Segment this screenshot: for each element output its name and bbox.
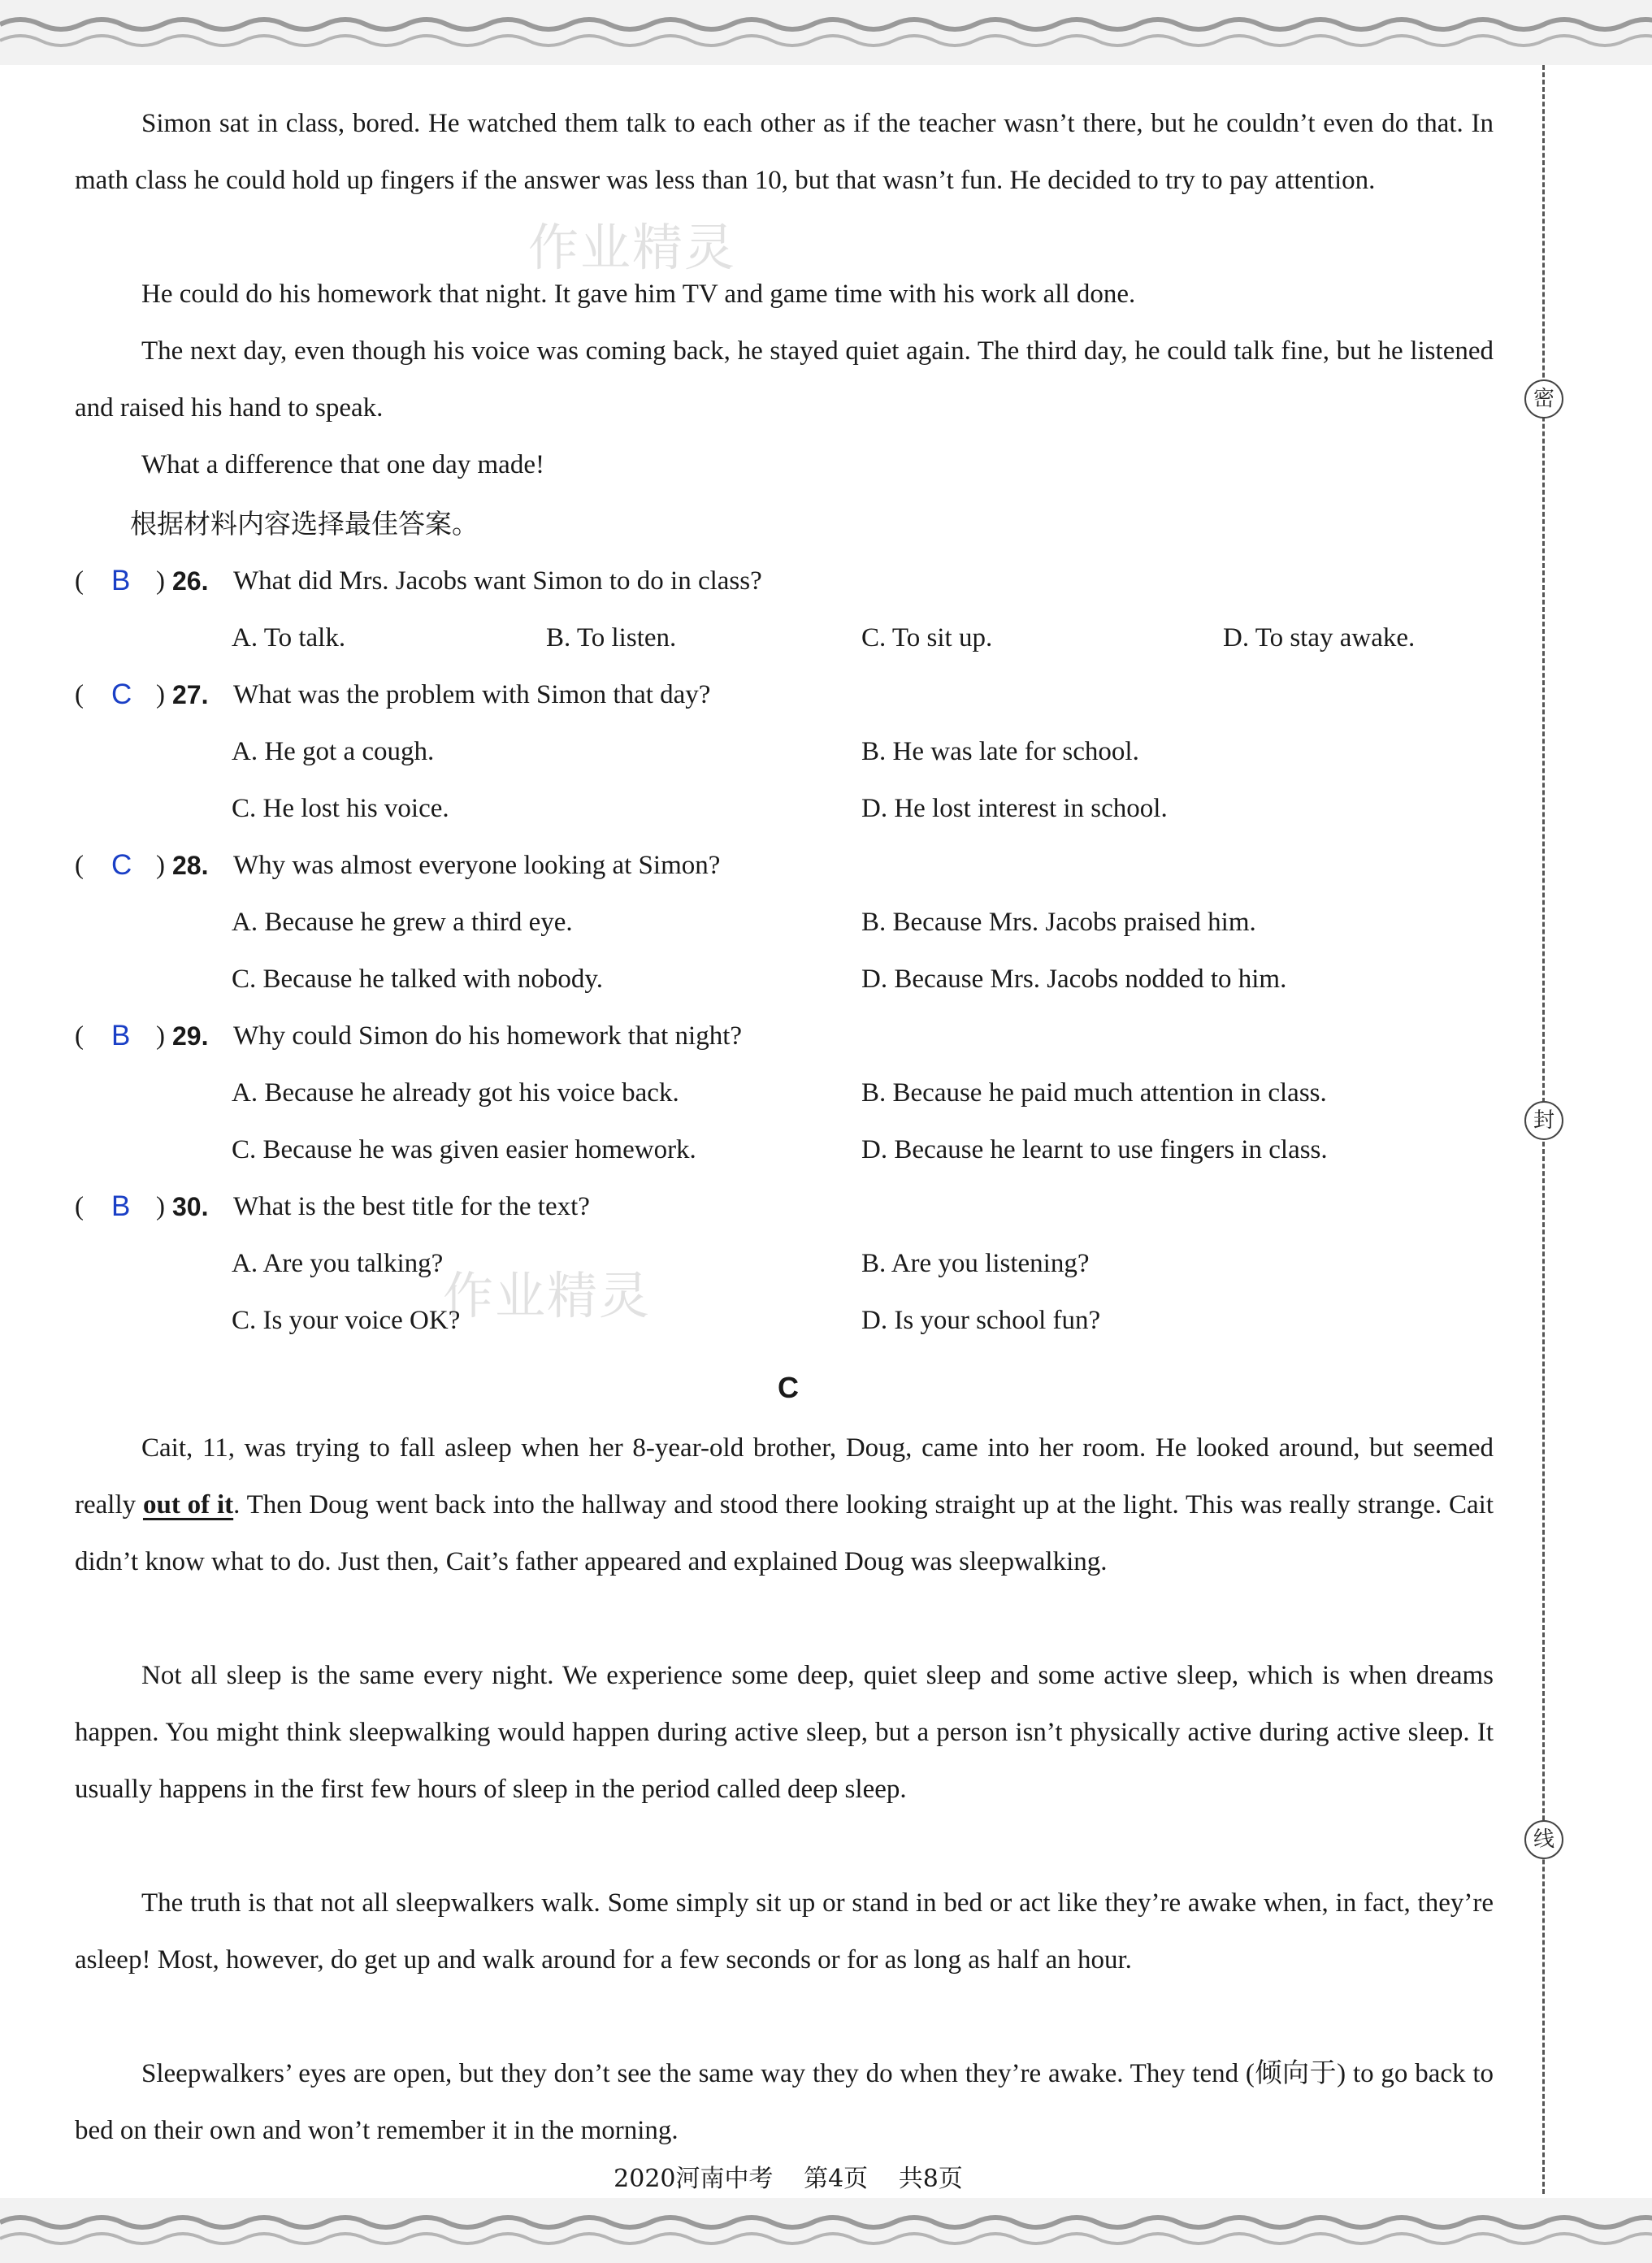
passage-c-paragraph-2: Not all sleep is the same every night. We experience some deep, quiet sleep and some active sleep, which is when dreams happen. You might think sleepwalking would happen during active sleep, but a person isn’t physically active during active sleep. It usually happens in the first few hours of sleep in the period called deep sleep. [75,1661,1494,1804]
top-wave-border [0,0,1652,65]
watermark: 作业精灵 [528,218,737,277]
answer-bracket-close: ) [156,680,165,709]
passage-c-paragraph-1 [75,1420,1494,1590]
option-b: B. To listen. [546,623,677,652]
question-number: 30. [172,1192,209,1221]
answer-bracket-open: ( [75,680,84,709]
passage-b-paragraph-4: What a difference that one day made! [141,450,544,479]
option-a: A. He got a cough. [232,737,435,766]
option-c: C. Because he was given easier homework. [232,1135,696,1164]
footer-exam-name: 2020河南中考 [614,2165,774,2193]
question-text: Why could Simon do his homework that night? [233,1021,743,1051]
answer-bracket-open: ( [75,1021,84,1051]
watermark: 作业精灵 [443,1266,652,1325]
answer-mark: B [111,565,131,596]
option-b: B. Because Mrs. Jacobs praised him. [861,908,1256,937]
answer-bracket-close: ) [156,1021,165,1051]
option-b: B. Are you listening? [861,1249,1090,1278]
binding-mark-line: 线 [1524,1820,1563,1859]
question-text: What was the problem with Simon that day? [233,680,711,709]
answer-mark: B [111,1020,131,1051]
question-number: 28. [172,851,209,880]
answer-bracket-open: ( [75,566,84,596]
question-text: What did Mrs. Jacobs want Simon to do in class? [233,566,762,596]
paragraph-text: . Then Doug went back into the hallway and stood there looking straight up at the light. This was really strange. Cait didn’t know what to do. Just then, Cait’s father appeared and explained Doug was sleepwalking. [75,1490,1494,1576]
answer-mark: C [111,849,132,881]
answer-bracket-open: ( [75,1192,84,1221]
passage-c-paragraph-3: The truth is that not all sleepwalkers walk. Some simply sit up or stand in bed or act like they’re awake when, in fact, they’re asleep! Most, however, do get up and walk around for a few seconds or for as long as half an hour. [75,1888,1494,1975]
answer-bracket-close: ) [156,851,165,880]
passage-b-paragraph-1: Simon sat in class, bored. He watched them talk to each other as if the teacher wasn’t there, but he couldn’t even do that. In math class he could hold up fingers if the answer was less than 10, but that wasn’t fun. He decided to try to pay attention. [75,109,1494,195]
footer-total-pages: 共8页 [898,2165,963,2193]
option-c: C. To sit up. [861,623,993,652]
question-text: What is the best title for the text? [233,1192,590,1221]
page-footer [0,2163,1576,2196]
option-c: C. He lost his voice. [232,794,449,823]
option-c: C. Because he talked with nobody. [232,965,604,994]
answer-bracket-open: ( [75,851,84,880]
option-d: D. Because he learnt to use fingers in class. [861,1135,1328,1164]
option-d: D. He lost interest in school. [861,794,1168,823]
question-number: 29. [172,1021,209,1051]
option-a: A. Because he already got his voice back. [232,1078,679,1108]
footer-page-number: 第4页 [804,2165,869,2193]
answer-bracket-close: ) [156,566,165,596]
passage-b-paragraph-3: The next day, even though his voice was coming back, he stayed quiet again. The third day, he could talk fine, but he listened and raised his hand to speak. [75,336,1494,423]
option-a: A. To talk. [232,623,346,652]
bottom-wave-border [0,2198,1652,2263]
option-b: B. He was late for school. [861,737,1139,766]
passage-b-paragraph-2: He could do his homework that night. It gave him TV and game time with his work all done. [141,280,1136,309]
option-a: A. Are you talking? [232,1249,444,1278]
question-text: Why was almost everyone looking at Simon? [233,851,721,880]
instruction-text: 根据材料内容选择最佳答案。 [130,508,479,540]
option-d: D. To stay awake. [1223,623,1416,652]
binding-mark-seal: 密 [1524,379,1563,418]
option-c: C. Is your voice OK? [232,1306,461,1335]
question-number: 27. [172,680,209,709]
answer-mark: C [111,678,132,710]
paragraph-text: Cait, 11, was trying to fall asleep when her 8-year-old brother, Doug, came into her room. He looked around, but seemed really [75,1433,1494,1520]
passage-c-paragraph-4: Sleepwalkers’ eyes are open, but they don’t see the same way they do when they’re awake. They tend (倾向于) to go back to bed on their own and won’t remember it in the morning. [75,2059,1494,2145]
section-c-title: C [778,1371,799,1404]
option-d: D. Because Mrs. Jacobs nodded to him. [861,965,1287,994]
answer-bracket-close: ) [156,1192,165,1221]
question-number: 26. [172,566,209,596]
option-d: D. Is your school fun? [861,1306,1101,1335]
binding-mark-close: 封 [1524,1101,1563,1140]
option-b: B. Because he paid much attention in class. [861,1078,1327,1108]
option-a: A. Because he grew a third eye. [232,908,573,937]
underlined-phrase: out of it [142,1490,234,1520]
answer-mark: B [111,1190,131,1222]
